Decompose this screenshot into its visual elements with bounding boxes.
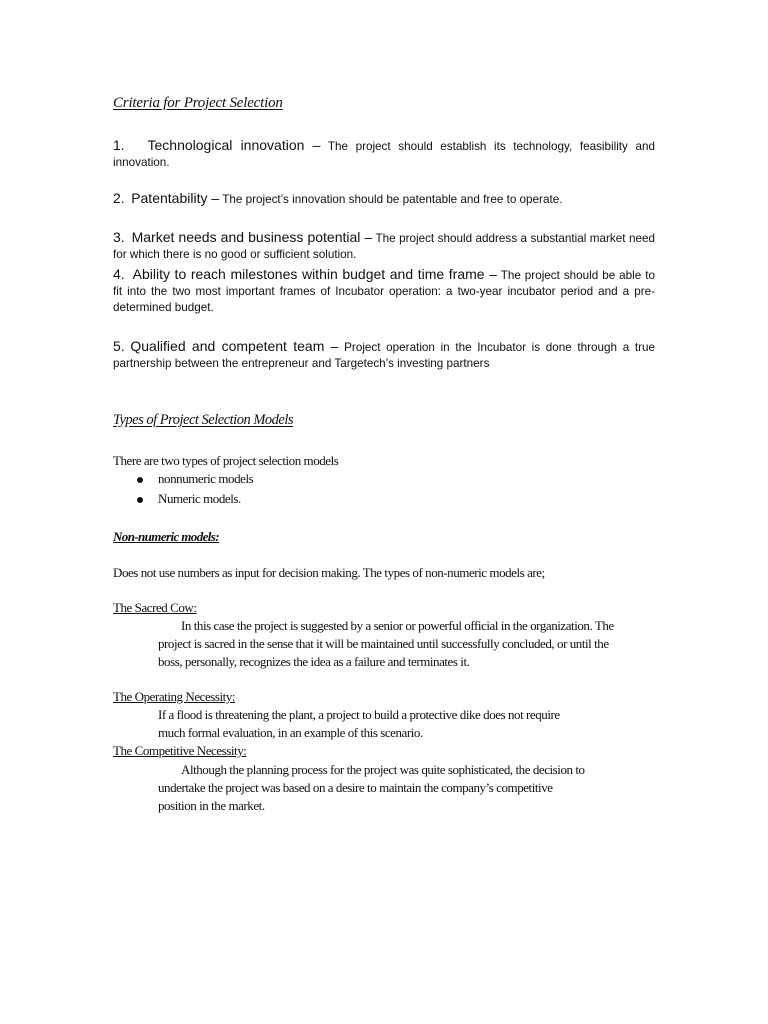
criterion-3-text: The project should address a substantial market need for which there is no good or sufficient solution.	[113, 232, 655, 261]
competitive-necessity-line-2: undertake the project was based on a desire to maintain the company’s competitive	[158, 780, 553, 795]
heading-types: Types of Project Selection Models	[113, 412, 294, 428]
criterion-4-title: Ability to reach milestones within budget and time frame –	[132, 266, 497, 282]
bullet-icon	[137, 477, 143, 483]
sacred-cow-line-2: project is sacred in the sense that it will be maintained until successfully concluded, or until the	[158, 636, 609, 651]
operating-necessity-title: The Operating Necessity:	[113, 689, 236, 704]
competitive-necessity-line-3: position in the market.	[158, 798, 265, 813]
criterion-4-text: The project should be able to fit into the two most important frames of Incubator operation: a two-year incubator period and a pre-determined budget.	[113, 269, 655, 314]
types-intro: There are two types of project selection models	[113, 453, 339, 468]
list-item	[113, 470, 253, 490]
criterion-3-title: Market needs and business potential –	[131, 229, 373, 245]
criterion-2-text: The project’s innovation should be patentable and free to operate.	[222, 193, 563, 206]
list-item-label: nonnumeric models	[158, 471, 254, 486]
competitive-necessity-title: The Competitive Necessity:	[113, 743, 247, 758]
criterion-3-number: 3.	[113, 229, 125, 245]
operating-necessity-line-1: If a flood is threatening the plant, a project to build a protective dike does not require	[158, 707, 560, 722]
criterion-4-number: 4.	[113, 266, 125, 282]
nonnumeric-heading: Non-numeric models:	[113, 529, 219, 544]
criterion-2-number: 2.	[113, 190, 125, 206]
operating-necessity-line-2: much formal evaluation, in an example of this scenario.	[158, 725, 423, 740]
criterion-3	[113, 229, 655, 263]
criterion-5-text: Project operation in the Incubator is done through a true partnership between the entrepreneur and Targetech’s investing partners	[113, 341, 655, 370]
sacred-cow-title: The Sacred Cow:	[113, 600, 197, 615]
criterion-2-title: Patentability –	[131, 190, 220, 206]
heading-criteria: Criteria for Project Selection	[113, 95, 283, 111]
nonnumeric-intro: Does not use numbers as input for decision making. The types of non-numeric models are;	[113, 565, 545, 580]
criterion-5-title: Qualified and competent team –	[130, 338, 339, 354]
criterion-2	[113, 190, 655, 208]
competitive-necessity-line-1: Although the planning process for the project was quite sophisticated, the decision to	[181, 762, 585, 777]
sacred-cow-line-3: boss, personally, recognizes the idea as a failure and terminates it.	[158, 654, 470, 669]
list-item	[113, 490, 253, 510]
criterion-4	[113, 266, 655, 316]
criterion-5-number: 5.	[113, 338, 125, 354]
types-list	[113, 470, 253, 510]
sacred-cow-line-1: In this case the project is suggested by a senior or powerful official in the organization. The	[181, 618, 614, 633]
criterion-5	[113, 338, 655, 372]
bullet-icon	[137, 497, 143, 503]
criterion-1-title: Technological innovation –	[147, 137, 321, 153]
list-item-label: Numeric models.	[158, 491, 241, 506]
criterion-1-number: 1.	[113, 137, 125, 153]
criterion-1	[113, 137, 655, 171]
criterion-1-text: The project should establish its technology, feasibility and innovation.	[113, 140, 655, 169]
